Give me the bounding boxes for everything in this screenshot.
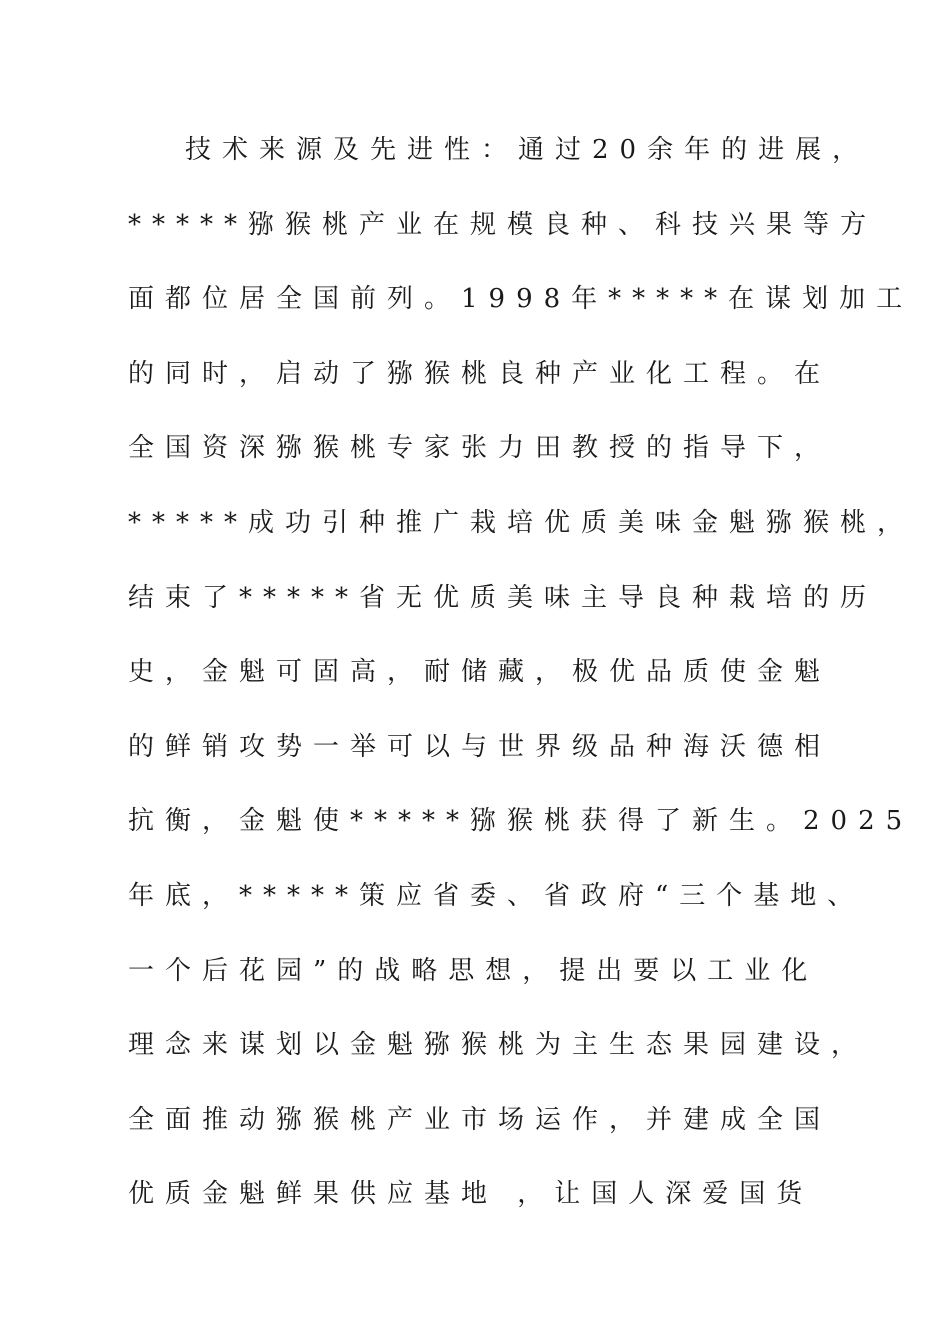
text-line-14: 全面推动猕猴桃产业市场运作，并建成全国 [128,1104,832,1135]
text-line-2: *****猕猴桃产业在规模良种、科技兴果等方 [128,209,878,240]
body-paragraph [128,127,915,1246]
text-line-1: 技术来源及先进性：通过20余年的进展， [185,135,870,165]
text-line-6: *****成功引种推广栽培优质美味金魁猕猴桃， [128,507,915,538]
text-line-3: 面都位居全国前列。1998年*****在谋划加工 [128,284,914,315]
text-line-11: 年底，*****策应省委、省政府“三个基地、 [128,880,865,911]
text-line-15: 优质金魁鲜果供应基地 ，让国人深爱国货 [128,1179,814,1210]
text-line-10: 抗衡，金魁使*****猕猴桃获得了新生。2025 [128,806,914,837]
text-line-4: 的同时，启动了猕猴桃良种产业化工程。在 [128,358,832,389]
text-line-9: 的鲜销攻势一举可以与世界级品种海沃德相 [128,731,832,762]
text-line-12: 一个后花园”的战略思想，提出要以工业化 [128,955,819,986]
text-line-13: 理念来谋划以金魁猕猴桃为主生态果园建设， [128,1030,869,1061]
text-line-8: 史，金魁可固高，耐储藏，极优品质使金魁 [128,657,832,688]
text-line-5: 全国资深猕猴桃专家张力田教授的指导下， [128,433,832,464]
text-line-7: 结束了*****省无优质美味主导良种栽培的历 [128,582,878,613]
